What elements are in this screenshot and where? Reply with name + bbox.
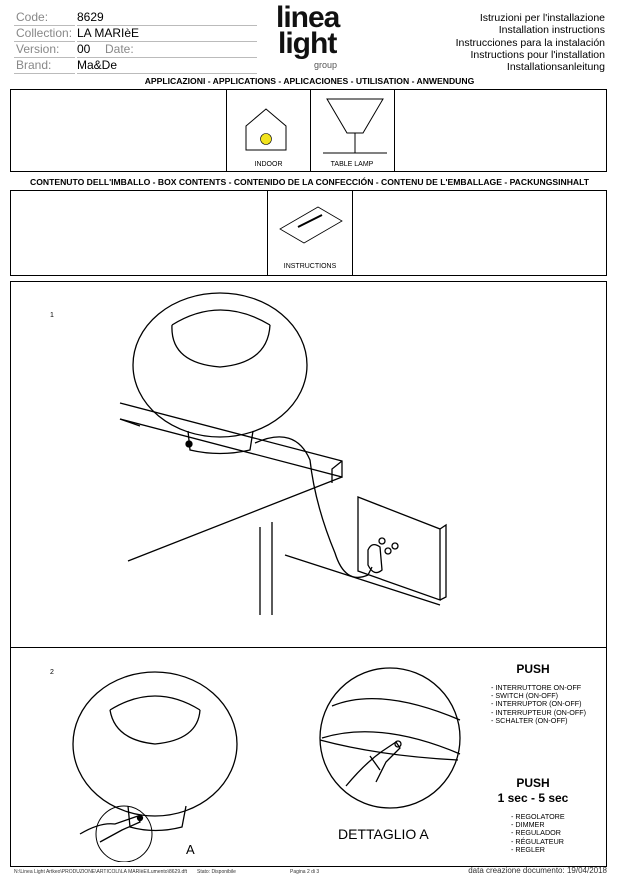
brand-label: Brand: bbox=[16, 58, 52, 72]
indoor-label: INDOOR bbox=[254, 161, 283, 168]
version-value: 00 bbox=[77, 42, 91, 56]
push-duration: 1 sec - 5 sec bbox=[497, 791, 569, 805]
detail-a-illustration bbox=[310, 658, 470, 828]
step-2-number: 2 bbox=[50, 669, 54, 676]
footer-path: N:\Linea Light Artkeo\PRODUZIONE\ARTICOLI\LA MARIèE\Lumento\8629.dft bbox=[14, 869, 188, 875]
table-lamp-label: TABLE LAMP bbox=[330, 161, 374, 168]
version-label: Version: bbox=[16, 42, 60, 56]
footer-status: Stato: Disponibile bbox=[197, 869, 236, 875]
date-label: Date: bbox=[105, 42, 134, 56]
box-contents-title: CONTENUTO DELL'IMBALLO - BOX CONTENTS - CONTENIDO DE LA CONFECCIÓN - CONTENU DE L'EMBALLAGE - PACKUNGSINHALT bbox=[30, 177, 589, 187]
applications-box bbox=[10, 89, 607, 172]
instructions-label: INSTRUCTIONS bbox=[283, 263, 337, 270]
box-contents-box bbox=[10, 190, 607, 276]
instructions-titles: Istruzioni per l'installazione Installation instructions Instrucciones para la instalación Instructions pour l'installation Installationsanleitung bbox=[455, 12, 605, 74]
brand-logo: linea light group bbox=[276, 1, 340, 70]
push-1-list: - INTERRUTTORE ON-OFF - SWITCH (ON-OFF) - INTERRUPTOR (ON-OFF) - INTERRUPTEUR (ON-OFF) - SCHALTER (ON-OFF) bbox=[491, 683, 587, 725]
table-lamp-icon bbox=[323, 95, 387, 155]
indoor-house-icon bbox=[243, 106, 289, 152]
detail-marker-a: A bbox=[186, 842, 195, 857]
step-1-number: 1 bbox=[50, 312, 54, 319]
lamp-switch-illustration bbox=[60, 662, 240, 862]
push-2-list: - REGOLATORE - DIMMER - REGULADOR - RÉGULATEUR - REGLER bbox=[511, 812, 565, 854]
brand-value: Ma&De bbox=[77, 58, 118, 72]
push-title-1: PUSH bbox=[516, 662, 550, 676]
collection-label: Collection: bbox=[16, 26, 73, 40]
lamp-on-table-illustration bbox=[110, 285, 450, 615]
push-title-2: PUSH bbox=[516, 776, 550, 790]
applications-title: APPLICAZIONI - APPLICATIONS - APLICACIONES - UTILISATION - ANWENDUNG bbox=[144, 76, 475, 86]
footer-page: Pagina 2 di 3 bbox=[290, 869, 320, 875]
collection-value: LA MARIèE bbox=[77, 26, 140, 40]
instructions-sheet-icon bbox=[278, 205, 344, 245]
footer-created: data creazione documento: 19/04/2018 bbox=[468, 866, 607, 875]
code-label: Code: bbox=[16, 10, 49, 24]
code-value: 8629 bbox=[77, 10, 104, 24]
detail-a-label: DETTAGLIO A bbox=[338, 826, 429, 842]
